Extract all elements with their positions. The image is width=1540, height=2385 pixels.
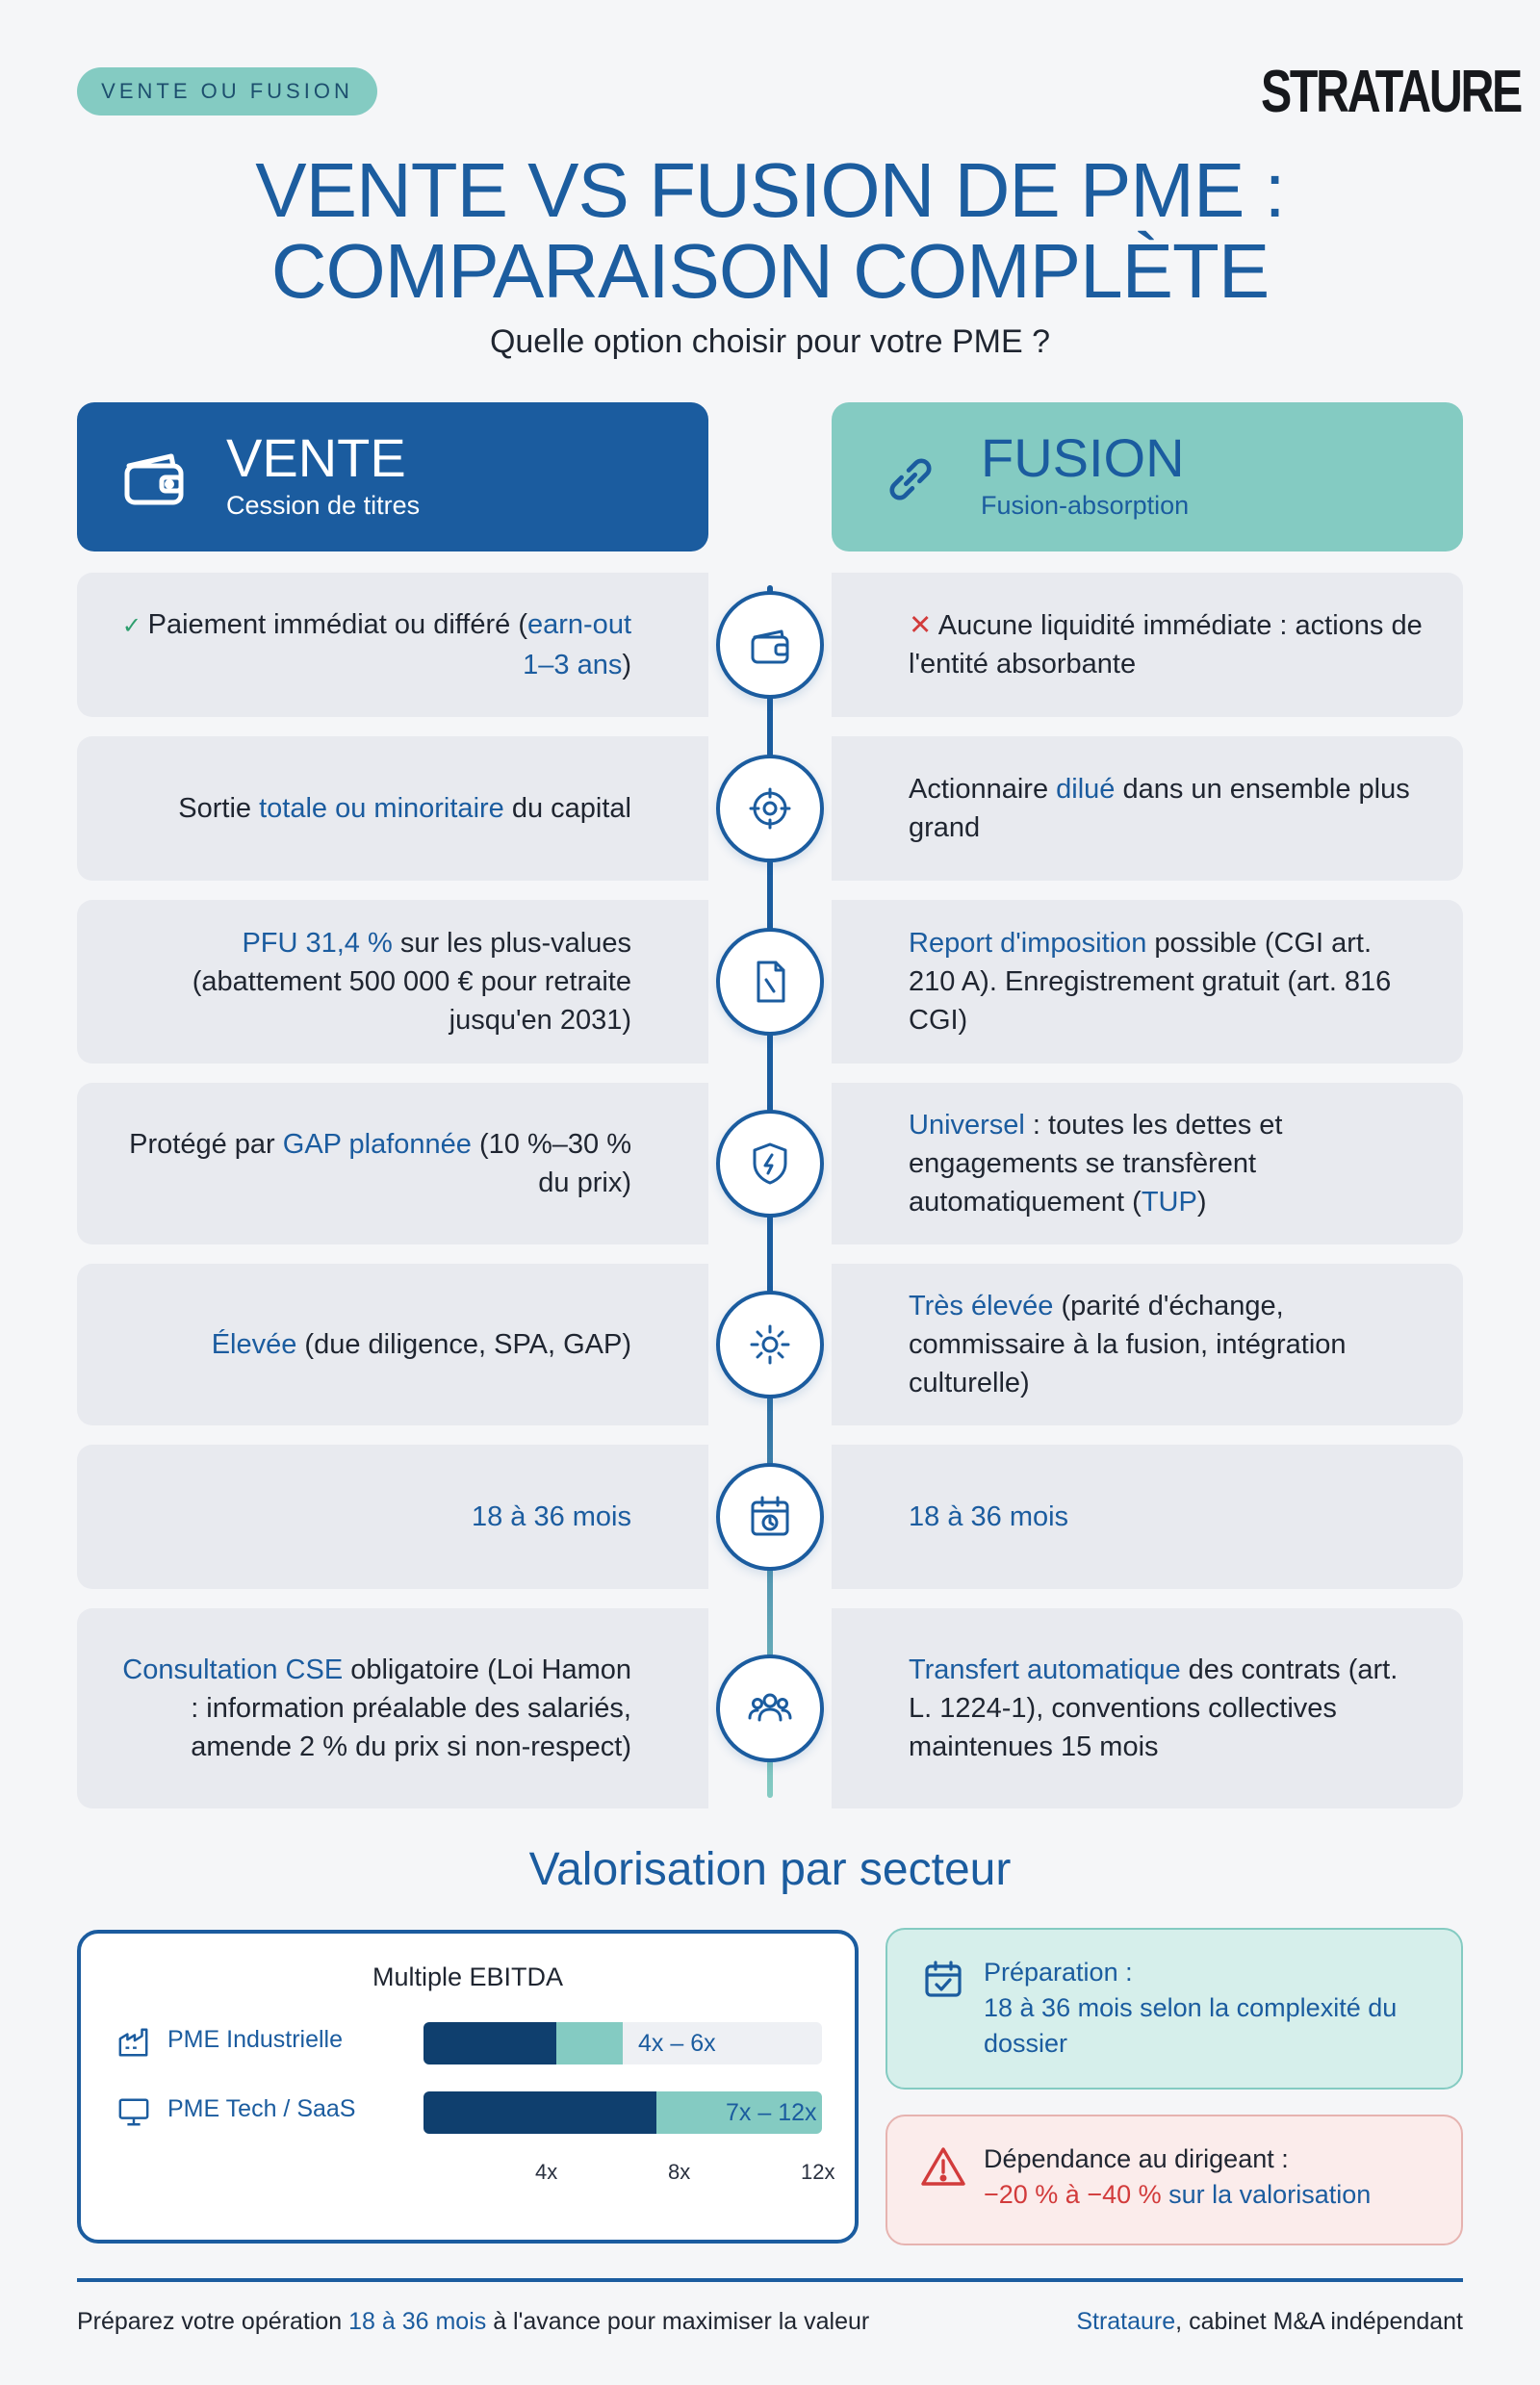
footer-left-c: à l'avance pour maximiser la valeur — [486, 2308, 870, 2335]
dependance-label: Dépendance au dirigeant : — [984, 2144, 1289, 2173]
plain-text: : toutes les dettes et engagements se transfèrent automatiquement ( — [909, 1110, 1283, 1218]
plain-text: Protégé par — [129, 1129, 283, 1160]
vente-subtitle: Cession de titres — [226, 491, 421, 520]
bar-industrielle-range — [556, 2022, 623, 2064]
footer-left — [77, 2308, 869, 2336]
vente-cell-text — [116, 1325, 631, 1364]
timeline-node-2 — [716, 755, 824, 862]
people-icon — [747, 1685, 793, 1731]
preparation-value: 18 à 36 mois — [984, 1993, 1133, 2022]
fusion-cell-6 — [832, 1445, 1463, 1589]
footer-right-b: , cabinet M&A indépendant — [1175, 2308, 1463, 2335]
calendar-clock-icon — [747, 1494, 793, 1540]
highlight-text: totale ou minoritaire — [259, 793, 504, 824]
footer-divider — [77, 2278, 1463, 2282]
plain-text: (10 %–30 % du prix) — [471, 1129, 631, 1198]
vente-cell-3 — [77, 900, 708, 1064]
highlight-text: 18 à 36 mois — [471, 1501, 631, 1532]
category-tag: VENTE OU FUSION — [77, 67, 377, 115]
brand-logo: STRATAURE — [1261, 59, 1521, 125]
plain-text: dans un ensemble plus grand — [909, 774, 1410, 843]
chart-title: Multiple EBITDA — [372, 1962, 564, 1991]
wallet-icon — [747, 622, 793, 668]
fusion-cell-text — [909, 1498, 1424, 1536]
timeline-node-4 — [716, 1110, 824, 1218]
bar-industrielle-base — [424, 2022, 556, 2064]
timeline-node-7 — [716, 1654, 824, 1762]
highlight-text: Très élevée — [909, 1291, 1054, 1321]
highlight-text: GAP plafonnée — [282, 1129, 472, 1160]
fusion-cell-1 — [832, 573, 1463, 717]
footer-left-a: Préparez votre opération — [77, 2308, 349, 2335]
vente-cell-2 — [77, 736, 708, 881]
plain-text: (parité d'échange, commissaire à la fusion, intégration culturelle) — [909, 1291, 1347, 1398]
document-icon — [747, 959, 793, 1005]
bar-tech-base — [424, 2091, 656, 2134]
vente-cell-text — [116, 605, 631, 684]
timeline-node-3 — [716, 928, 824, 1036]
fusion-cell-text — [909, 1287, 1424, 1402]
plain-text: du capital — [503, 793, 631, 824]
ebitda-chart — [77, 1930, 859, 2244]
fusion-cell-text — [909, 924, 1424, 1039]
category-label-tech: PME Tech / SaaS — [167, 2095, 356, 2122]
vente-cell-1 — [77, 573, 708, 717]
page-subtitle: Quelle option choisir pour votre PME ? — [489, 323, 1051, 360]
plain-text: possible (CGI art. 210 A). Enregistrement gratuit (art. 816 CGI) — [909, 928, 1392, 1036]
calendar-check-icon — [922, 1959, 964, 2001]
preparation-text — [984, 1990, 1426, 2062]
footer-right — [1076, 2308, 1463, 2336]
vente-title: VENTE — [226, 427, 406, 488]
highlight-text: Consultation CSE — [122, 1654, 344, 1685]
plain-text: Aucune liquidité immédiate : actions de l'entité absorbante — [909, 610, 1423, 680]
fusion-title: FUSION — [981, 427, 1185, 488]
vente-cell-text — [116, 1651, 631, 1766]
plain-text: des contrats (art. L. 1224-1), conventions collectives maintenues 15 mois — [909, 1654, 1399, 1762]
bar-track-tech — [424, 2091, 822, 2134]
vente-cell-7 — [77, 1608, 708, 1808]
footer-brand: Strataure — [1076, 2308, 1176, 2335]
plain-text: obligatoire (Loi Hamon : information préalable des salariés, amende 2 % du prix si non-respect) — [191, 1654, 631, 1762]
plain-text: Sortie — [178, 793, 260, 824]
vente-cell-text — [116, 789, 631, 828]
plain-text: ) — [1196, 1187, 1207, 1218]
highlight-text: 18 à 36 mois — [909, 1501, 1069, 1532]
dependance-rest: sur la valorisation — [1161, 2180, 1372, 2209]
bar-track-industrielle — [424, 2022, 822, 2064]
highlight-text: Universel — [909, 1110, 1025, 1141]
vente-cell-6 — [77, 1445, 708, 1589]
dependance-text — [984, 2177, 1371, 2213]
fusion-cell-3 — [832, 900, 1463, 1064]
monitor-icon — [117, 2095, 152, 2130]
target-icon — [747, 785, 793, 832]
vente-cell-text — [116, 924, 631, 1039]
vente-header — [77, 402, 708, 551]
fusion-cell-text — [909, 606, 1424, 683]
footer-left-highlight: 18 à 36 mois — [348, 2308, 487, 2335]
preparation-card — [886, 1928, 1463, 2090]
bar-industrielle-label: 4x – 6x — [638, 2030, 716, 2057]
bar-tech-label: 7x – 12x — [726, 2099, 817, 2126]
plain-text: Actionnaire — [909, 774, 1057, 805]
highlight-text: Report d'imposition — [909, 928, 1147, 959]
x-tick-4x: 4x — [535, 2160, 558, 2184]
timeline-node-1 — [716, 591, 824, 699]
plain-text: ) — [622, 650, 631, 680]
fusion-cell-5 — [832, 1264, 1463, 1425]
vente-cell-text — [116, 1125, 631, 1202]
factory-icon — [117, 2026, 152, 2061]
wallet-icon — [119, 443, 189, 512]
timeline-node-5 — [716, 1291, 824, 1398]
warning-icon — [920, 2145, 966, 2188]
dependance-card — [886, 2115, 1463, 2245]
plain-text: Paiement immédiat ou différé ( — [147, 609, 527, 640]
vente-cell-5 — [77, 1264, 708, 1425]
highlight-text: Élevée — [211, 1329, 297, 1360]
x-tick-12x: 12x — [801, 2160, 835, 2184]
vente-cell-text — [116, 1498, 631, 1536]
check-icon: ✓ — [121, 613, 148, 639]
fusion-cell-text — [909, 1106, 1424, 1221]
cross-icon: ✕ — [909, 610, 938, 641]
fusion-subtitle: Fusion-absorption — [981, 491, 1190, 520]
preparation-label: Préparation : — [984, 1958, 1133, 1987]
section-title: Valorisation par secteur — [528, 1844, 1012, 1895]
plain-text: (due diligence, SPA, GAP) — [296, 1329, 631, 1360]
x-tick-8x: 8x — [668, 2160, 691, 2184]
timeline-node-6 — [716, 1463, 824, 1571]
highlight-text: earn-out 1–3 ans — [523, 609, 631, 680]
plain-text: sur les plus-values (abattement 500 000 € pour retraite jusqu'en 2031) — [192, 928, 631, 1036]
shield-icon — [747, 1141, 793, 1187]
page-title-line-1: VENTE VS FUSION DE PME : — [255, 147, 1285, 233]
highlight-text: TUP — [1141, 1187, 1197, 1218]
highlight-text: PFU 31,4 % — [242, 928, 393, 959]
dependance-value: −20 % à −40 % — [984, 2180, 1162, 2209]
category-label-industrielle: PME Industrielle — [167, 2026, 344, 2053]
highlight-text: dilué — [1056, 774, 1116, 805]
fusion-cell-7 — [832, 1608, 1463, 1808]
highlight-text: Transfert automatique — [909, 1654, 1181, 1685]
page-title-line-2: COMPARAISON COMPLÈTE — [270, 228, 1270, 314]
fusion-cell-text — [909, 1651, 1424, 1766]
preparation-rest: selon la complexité du dossier — [984, 1993, 1398, 2058]
link-icon — [882, 450, 951, 520]
gear-icon — [747, 1321, 793, 1368]
vente-cell-4 — [77, 1083, 708, 1244]
fusion-cell-text — [909, 770, 1424, 847]
fusion-cell-4 — [832, 1083, 1463, 1244]
fusion-header — [832, 402, 1463, 551]
fusion-cell-2 — [832, 736, 1463, 881]
